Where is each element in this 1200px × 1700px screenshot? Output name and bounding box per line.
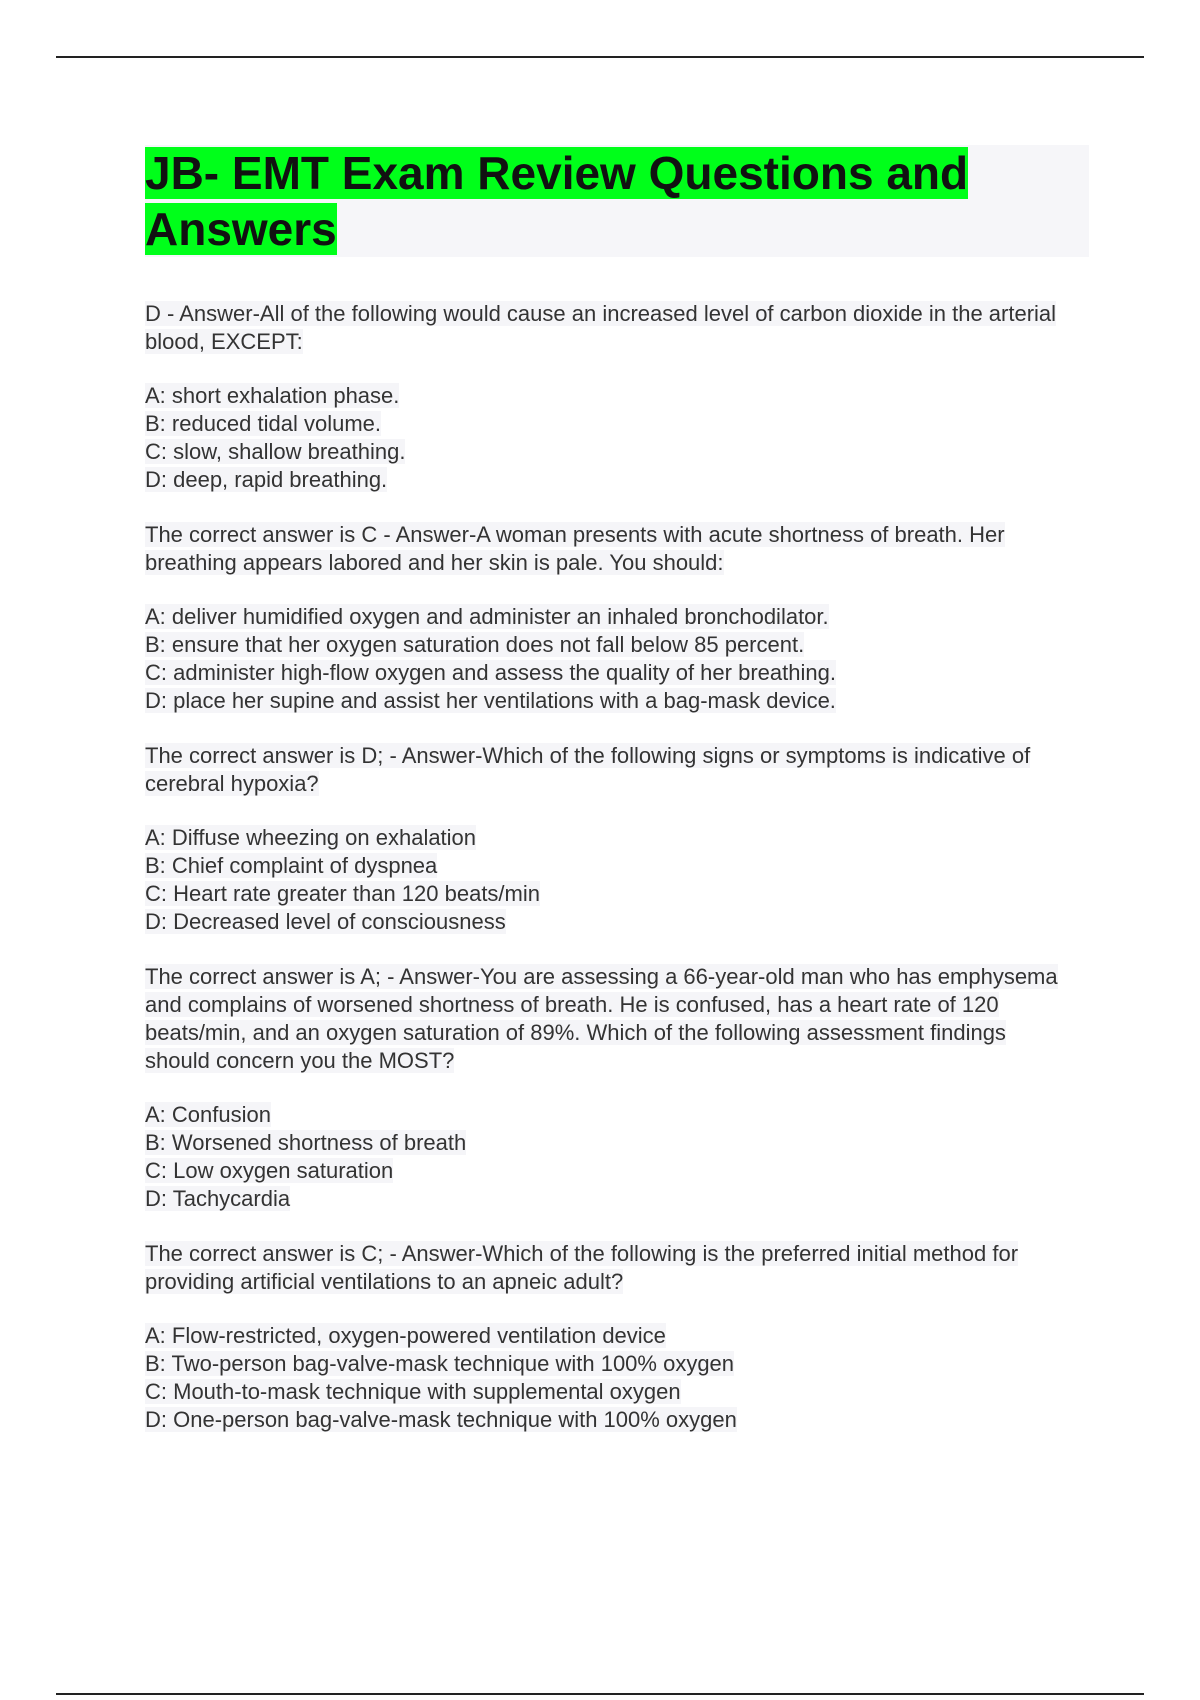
qa-option: C: Low oxygen saturation: [145, 1158, 394, 1183]
qa-prompt: The correct answer is C; - Answer-Which of the following is the preferred initial method for providing artificial ventilations to an apneic adult?: [145, 1241, 1019, 1294]
qa-block-4: [145, 963, 1075, 1213]
qa-prompt: The correct answer is A; - Answer-You are assessing a 66-year-old man who has emphysema and complains of worsened shortness of breath. He is confused, has a heart rate of 120 beats/min, and an oxygen saturation of 89%. Which of the following assessment findings should concern you the MOST?: [145, 964, 1058, 1073]
qa-option: B: Two-person bag-valve-mask technique with 100% oxygen: [145, 1351, 735, 1376]
qa-options: [145, 382, 1075, 494]
qa-option: A: Flow-restricted, oxygen-powered ventilation device: [145, 1323, 666, 1348]
qa-prompt: The correct answer is C - Answer-A woman presents with acute shortness of breath. Her breathing appears labored and her skin is pale. You should:: [145, 522, 1005, 575]
qa-option: A: Diffuse wheezing on exhalation: [145, 825, 477, 850]
qa-block-5: [145, 1240, 1075, 1434]
qa-prompt: D - Answer-All of the following would cause an increased level of carbon dioxide in the arterial blood, EXCEPT:: [145, 301, 1057, 354]
qa-option: D: Tachycardia: [145, 1186, 291, 1211]
question-list: [145, 300, 1075, 1434]
qa-option: A: Confusion: [145, 1102, 271, 1127]
bottom-rule: [56, 1693, 1144, 1695]
qa-option: B: Worsened shortness of breath: [145, 1130, 467, 1155]
qa-option: C: Heart rate greater than 120 beats/min: [145, 881, 540, 906]
qa-block-1: [145, 300, 1075, 494]
qa-option: B: ensure that her oxygen saturation does not fall below 85 percent.: [145, 632, 805, 657]
qa-option: A: deliver humidified oxygen and administer an inhaled bronchodilator.: [145, 604, 829, 629]
document-title-text: JB- EMT Exam Review Questions and Answers: [145, 147, 969, 255]
qa-option: B: reduced tidal volume.: [145, 411, 382, 436]
qa-option: C: slow, shallow breathing.: [145, 439, 406, 464]
title-banner: [145, 145, 1089, 257]
qa-option: C: Mouth-to-mask technique with supplemental oxygen: [145, 1379, 681, 1404]
qa-options: [145, 824, 1075, 936]
qa-option: C: administer high-flow oxygen and assess the quality of her breathing.: [145, 660, 836, 685]
qa-option: D: One-person bag-valve-mask technique with 100% oxygen: [145, 1407, 737, 1432]
qa-block-2: [145, 521, 1075, 715]
qa-option: D: deep, rapid breathing.: [145, 467, 388, 492]
qa-options: [145, 1101, 1075, 1213]
qa-option: B: Chief complaint of dyspnea: [145, 853, 438, 878]
qa-options: [145, 1322, 1075, 1434]
document-title: [145, 145, 1089, 257]
qa-options: [145, 603, 1075, 715]
qa-option: D: Decreased level of consciousness: [145, 909, 506, 934]
qa-block-3: [145, 742, 1075, 936]
qa-prompt: The correct answer is D; - Answer-Which of the following signs or symptoms is indicative of cerebral hypoxia?: [145, 743, 1031, 796]
qa-option: A: short exhalation phase.: [145, 383, 400, 408]
top-rule: [56, 56, 1144, 58]
qa-option: D: place her supine and assist her ventilations with a bag-mask device.: [145, 688, 836, 713]
